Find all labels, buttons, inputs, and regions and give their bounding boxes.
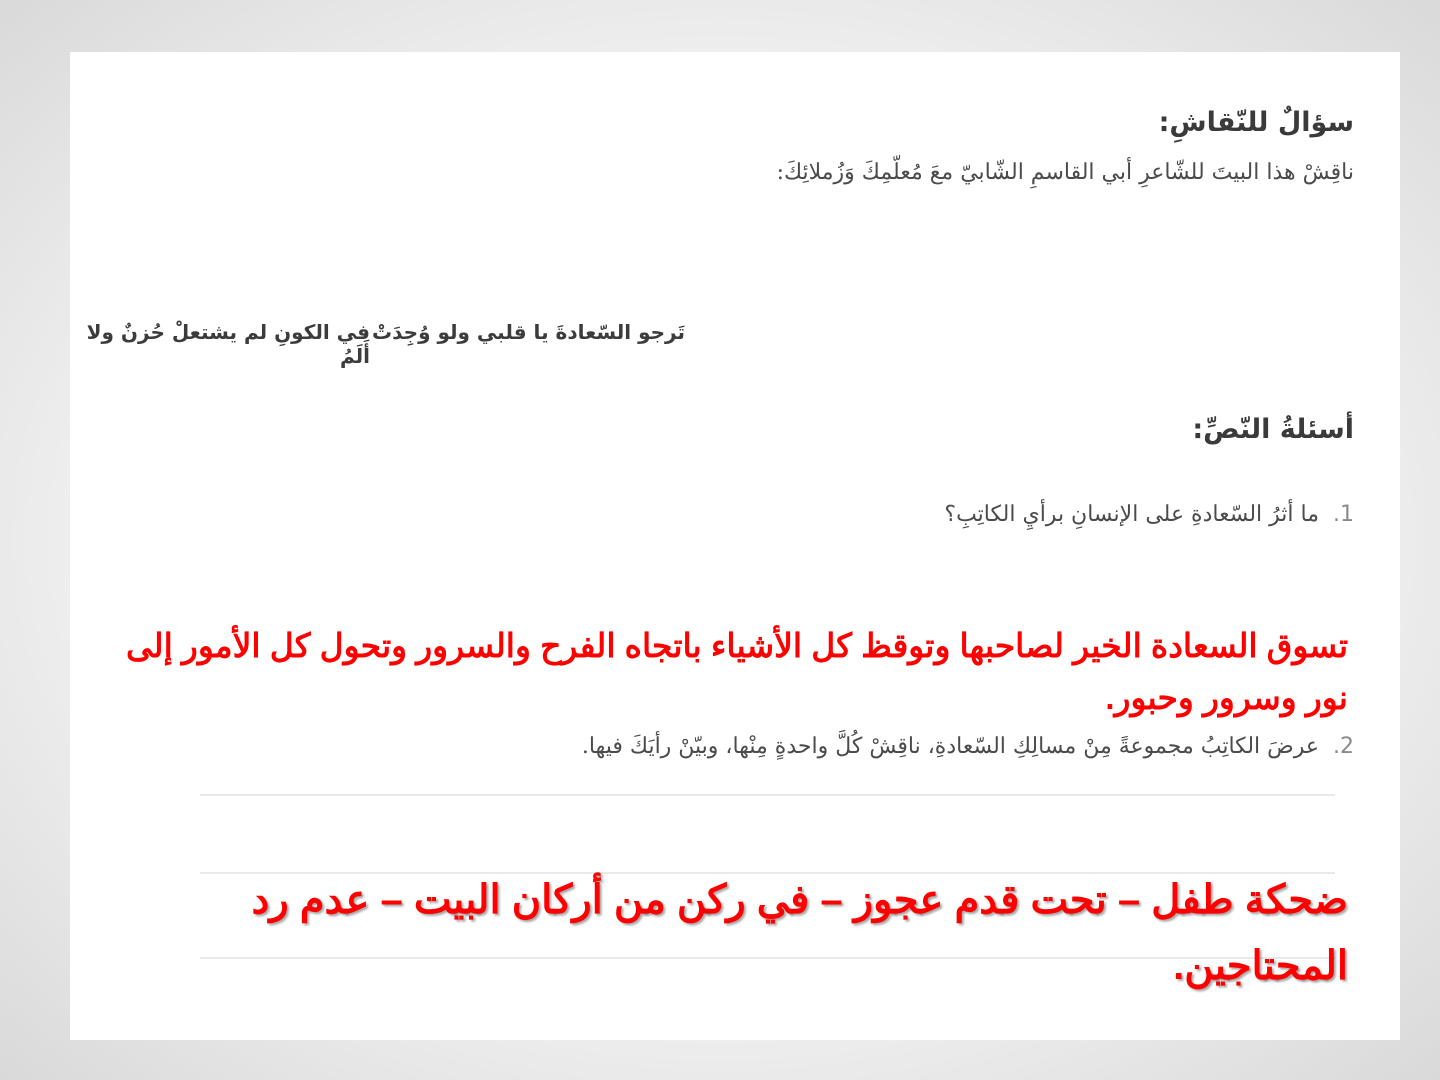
question-2-number: 2. [1333,734,1354,759]
question-2 [582,734,1354,759]
discussion-instruction: ناقِشْ هذا البيتَ للشّاعرِ أبي القاسمِ الشّابيّ معَ مُعلّمِكَ وَزُملائِكَ: [776,160,1354,185]
verse-second-half: في الكونِ لم يشتعلْ حُزنٌ ولا أَلَمُ [86,320,370,368]
question-1 [944,502,1354,527]
question-2-text: عرضَ الكاتِبُ مجموعةً مِنْ مسالِكِ السّعادةِ، ناقِشْ كُلَّ واحدةٍ مِنْها، وبيّنْ رأيَكَ فيها. [581,734,1319,759]
answer-2: ضحكة طفل – تحت قدم عجوز – في ركن من أركان البيت – عدم رد المحتاجين. [251,878,1348,988]
answer-1: تسوق السعادة الخير لصاحبها وتوقظ كل الأشياء باتجاه الفرح والسرور وتحول كل الأمور إلى نور وسرور وحبور. [126,627,1348,716]
question-1-text: ما أثرُ السّعادةِ على الإنسانِ برأيِ الكاتِبِ؟ [944,502,1319,527]
discussion-heading: سؤالٌ للنّقاشِ: [1158,107,1354,138]
slide-panel [70,52,1400,1040]
verse-first-half: تَرجو السّعادةَ يا قلبي ولو وُجِدَتْ [372,320,685,344]
question-1-number: 1. [1333,502,1354,527]
text-questions-heading: أسئلةُ النّصِّ: [1192,414,1354,445]
answer-ruled-line [200,794,1335,796]
